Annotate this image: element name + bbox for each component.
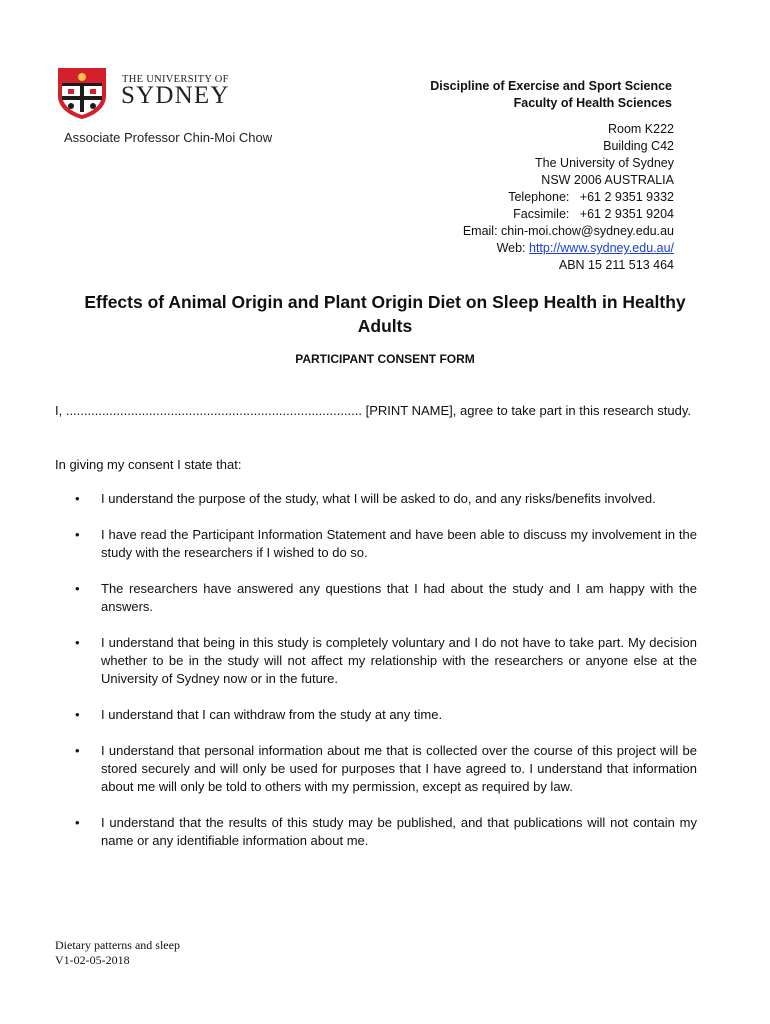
university-name-big: SYDNEY xyxy=(121,82,230,109)
footer-version: V1-02-05-2018 xyxy=(55,953,130,967)
list-item xyxy=(55,742,697,796)
list-item xyxy=(55,706,697,724)
address-city: NSW 2006 AUSTRALIA xyxy=(541,173,674,187)
statement-text: I understand that being in this study is completely voluntary and I do not have to take part. My decision whether to be in the study will not affect my relationship with the researchers or anyone else at the University of Sydney now or in the future. xyxy=(101,635,697,686)
bullet-icon: • xyxy=(75,815,80,830)
list-item xyxy=(55,634,697,688)
bullet-icon: • xyxy=(75,581,80,596)
document-title: Effects of Animal Origin and Plant Origin Diet on Sleep Health in Healthy Adults xyxy=(84,292,686,336)
bullet-icon: • xyxy=(75,743,80,758)
list-item xyxy=(55,526,697,562)
university-name-small: THE UNIVERSITY OF xyxy=(122,74,229,85)
statement-text: I understand the purpose of the study, what I will be asked to do, and any risks/benefits involved. xyxy=(101,491,656,506)
list-item xyxy=(55,814,697,850)
address-web xyxy=(463,240,674,257)
form-subtitle: PARTICIPANT CONSENT FORM xyxy=(295,352,475,366)
faculty: Faculty of Health Sciences xyxy=(513,96,672,110)
print-name-line: I, .................................................................................. [PRINT NAME], agree to take part in this research study. xyxy=(55,403,691,418)
university-crest-icon xyxy=(54,66,110,120)
list-item xyxy=(55,490,697,508)
address-university: The University of Sydney xyxy=(535,156,674,170)
address-room: Room K222 xyxy=(607,122,674,136)
footer-title: Dietary patterns and sleep xyxy=(55,938,180,952)
address-email: Email: chin-moi.chow@sydney.edu.au xyxy=(462,224,674,238)
address-building: Building C42 xyxy=(603,139,674,153)
consent-statements xyxy=(55,490,697,868)
address-abn: ABN 15 211 513 464 xyxy=(558,258,674,272)
department-block xyxy=(430,78,672,112)
address-block xyxy=(463,121,674,274)
consent-intro: In giving my consent I state that: xyxy=(55,457,242,472)
discipline: Discipline of Exercise and Sport Science xyxy=(430,79,672,93)
bullet-icon: • xyxy=(75,527,80,542)
professor-name: Associate Professor Chin-Moi Chow xyxy=(64,130,273,145)
statement-text: The researchers have answered any questions that I had about the study and I am happy with the answers. xyxy=(101,581,697,614)
university-logo xyxy=(54,66,234,120)
web-label: Web: xyxy=(496,241,529,255)
statement-text: I understand that the results of this study may be published, and that publications will not contain my name or any identifiable information about me. xyxy=(101,815,697,848)
bullet-icon: • xyxy=(75,491,80,506)
address-facsimile: Facsimile: +61 2 9351 9204 xyxy=(513,207,674,221)
statement-text: I understand that I can withdraw from the study at any time. xyxy=(101,707,443,722)
bullet-icon: • xyxy=(75,635,80,650)
web-link[interactable]: http://www.sydney.edu.au/ xyxy=(529,241,674,255)
list-item xyxy=(55,580,697,616)
bullet-icon: • xyxy=(75,707,80,722)
footer xyxy=(55,938,180,968)
address-telephone: Telephone: +61 2 9351 9332 xyxy=(508,190,674,204)
statement-text: I have read the Participant Information Statement and have been able to discuss my involvement in the study with the researchers if I wished to do so. xyxy=(101,527,697,560)
statement-text: I understand that personal information about me that is collected over the course of this project will be stored securely and will only be used for purposes that I have agreed to. I understand that information about me will only be told to others with my permission, except as required by law. xyxy=(101,743,697,794)
